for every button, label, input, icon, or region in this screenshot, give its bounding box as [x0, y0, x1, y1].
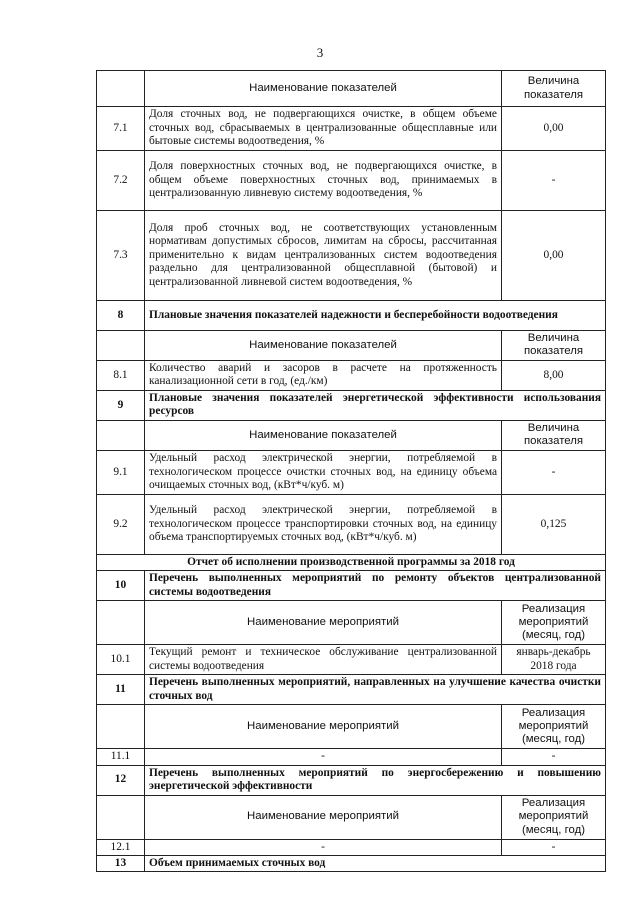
row-description: Количество аварий и засоров в расчете на протяженность канализационной сети в год, (ед./км) [145, 360, 502, 390]
section-number: 9 [97, 390, 145, 420]
section-title: Объем принимаемых сточных вод [145, 856, 606, 872]
section-row [97, 571, 606, 601]
header-value-cell: Величина показателя [502, 71, 606, 107]
section-title: Плановые значения показателей энергетической эффективности использования ресурсов [145, 390, 606, 420]
indicators-table [96, 70, 606, 872]
table-header-row [97, 420, 606, 450]
table-row [97, 839, 606, 855]
header-name-cell: Наименование мероприятий [145, 601, 502, 645]
row-number: 10.1 [97, 645, 145, 675]
section-row [97, 765, 606, 795]
table-row [97, 494, 606, 554]
header-value-cell: Величина показателя [502, 331, 606, 361]
header-value-cell: Реализация мероприятий (месяц, год) [502, 795, 606, 839]
table-header-row [97, 601, 606, 645]
row-value: 0,125 [502, 494, 606, 554]
table-header-row [97, 705, 606, 749]
row-description: Удельный расход электрической энергии, потребляемой в технологическом процессе транспортировки сточных вод, на единицу объема транспортируемых сточных вод, (кВт*ч/куб. м) [145, 494, 502, 554]
row-value: - [502, 450, 606, 494]
row-description: Текущий ремонт и техническое обслуживание централизованной системы водоотведения [145, 645, 502, 675]
header-num-cell [97, 71, 145, 107]
header-num-cell [97, 331, 145, 361]
section-title: Перечень выполненных мероприятий, направленных на улучшение качества очистки сточных вод [145, 675, 606, 705]
table-row [97, 450, 606, 494]
table-row [97, 645, 606, 675]
row-description: Доля сточных вод, не подвергающихся очистке, в общем объеме сточных вод, сбрасываемых в централизованные общесплавные или бытовые системы водоотведения, % [145, 107, 502, 151]
section-row [97, 301, 606, 331]
row-number: 11.1 [97, 749, 145, 765]
header-value-cell: Реализация мероприятий (месяц, год) [502, 705, 606, 749]
section-number: 8 [97, 301, 145, 331]
section-number: 10 [97, 571, 145, 601]
row-value: - [502, 749, 606, 765]
table-row [97, 107, 606, 151]
row-description: Доля поверхностных сточных вод, не подвергающихся очистке, в общем объеме поверхностных сточных вод, принимаемых в централизованную ливневую систему водоотведения, % [145, 151, 502, 211]
row-value: 0,00 [502, 107, 606, 151]
header-value-cell: Реализация мероприятий (месяц, год) [502, 601, 606, 645]
row-value: январь-декабрь 2018 года [502, 645, 606, 675]
table-header-row [97, 795, 606, 839]
row-description: Доля проб сточных вод, не соответствующих установленным нормативам допустимых сбросов, лимитам на сбросы, рассчитанная применительно к видам централизованных систем водоотведения раздельно для централизованной общесплавной (бытовой) и централизованной ливневой систем водоотведения, % [145, 211, 502, 301]
table-header-row [97, 71, 606, 107]
section-number: 12 [97, 765, 145, 795]
header-num-cell [97, 601, 145, 645]
report-title: Отчет об исполнении производственной программы за 2018 год [97, 554, 606, 570]
row-number: 9.1 [97, 450, 145, 494]
table-row [97, 151, 606, 211]
header-name-cell: Наименование мероприятий [145, 795, 502, 839]
header-name-cell: Наименование мероприятий [145, 705, 502, 749]
row-description: - [145, 749, 502, 765]
page-number: 3 [316, 45, 324, 60]
section-title: Перечень выполненных мероприятий по энергосбережению и повышению энергетической эффективности [145, 765, 606, 795]
row-value: 8,00 [502, 360, 606, 390]
table-header-row [97, 331, 606, 361]
table-row [97, 211, 606, 301]
section-row [97, 675, 606, 705]
section-number: 11 [97, 675, 145, 705]
row-number: 7.2 [97, 151, 145, 211]
header-num-cell [97, 795, 145, 839]
row-value: - [502, 151, 606, 211]
report-title-row [97, 554, 606, 570]
header-value-cell: Величина показателя [502, 420, 606, 450]
section-row [97, 856, 606, 872]
section-title: Перечень выполненных мероприятий по ремонту объектов централизованной системы водоотведения [145, 571, 606, 601]
row-description: Удельный расход электрической энергии, потребляемой в технологическом процессе очистки сточных вод, на единицу объема очищаемых сточных вод, (кВт*ч/куб. м) [145, 450, 502, 494]
row-value: 0,00 [502, 211, 606, 301]
header-name-cell: Наименование показателей [145, 420, 502, 450]
row-number: 7.1 [97, 107, 145, 151]
section-title: Плановые значения показателей надежности и бесперебойности водоотведения [145, 301, 606, 331]
header-num-cell [97, 420, 145, 450]
row-number: 12.1 [97, 839, 145, 855]
section-number: 13 [97, 856, 145, 872]
row-number: 8.1 [97, 360, 145, 390]
row-value: - [502, 839, 606, 855]
header-name-cell: Наименование показателей [145, 331, 502, 361]
row-description: - [145, 839, 502, 855]
header-name-cell: Наименование показателей [145, 71, 502, 107]
header-num-cell [97, 705, 145, 749]
section-row [97, 390, 606, 420]
row-number: 7.3 [97, 211, 145, 301]
table-row [97, 749, 606, 765]
table-row [97, 360, 606, 390]
row-number: 9.2 [97, 494, 145, 554]
